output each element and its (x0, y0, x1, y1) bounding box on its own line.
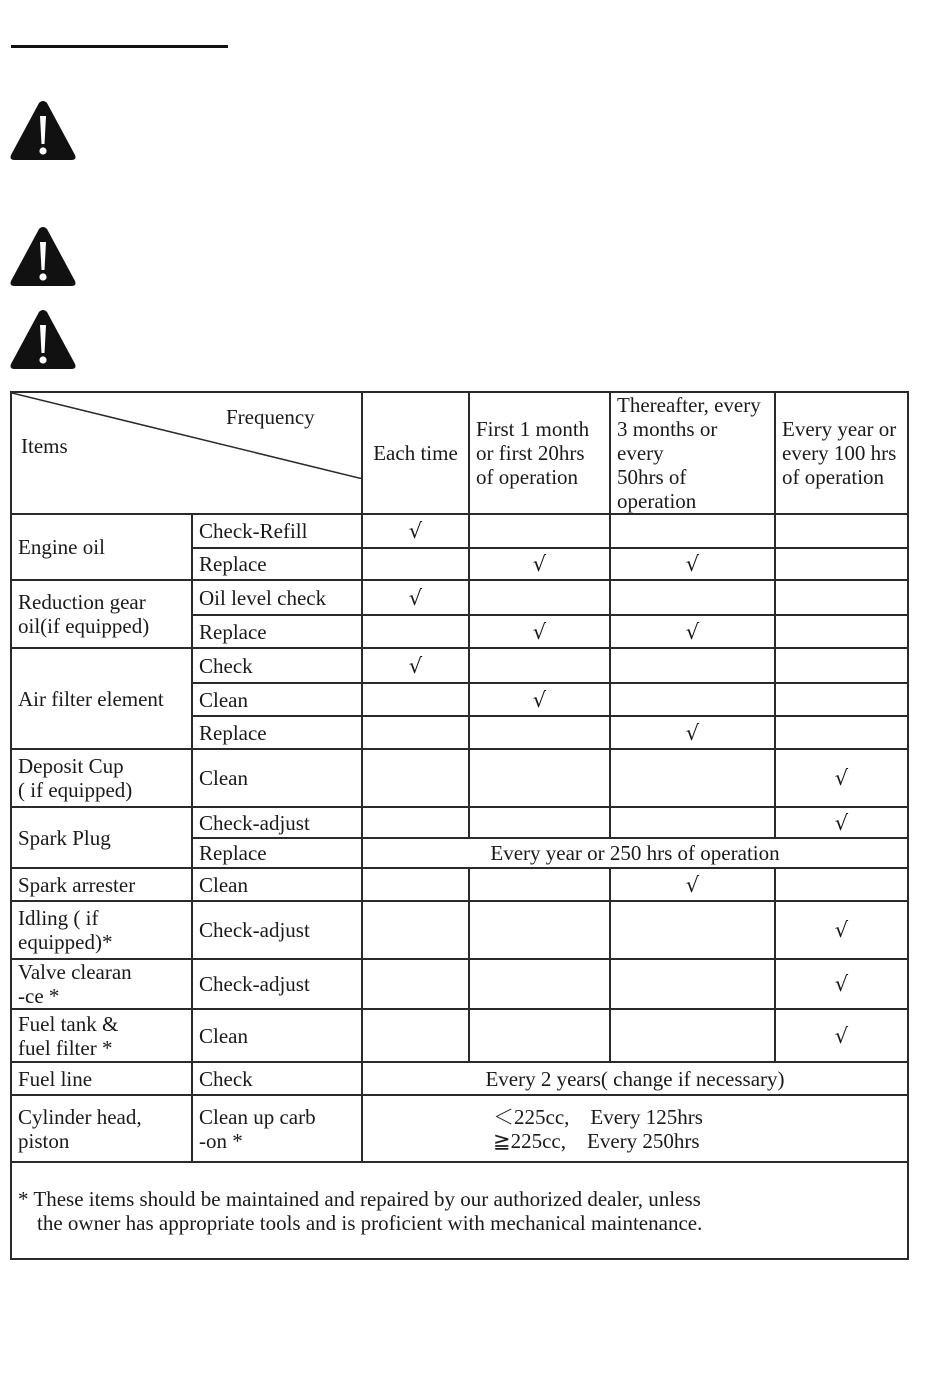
action-clean-up-carbon: Clean up carb -on * (192, 1095, 362, 1162)
check-mark: √ (775, 901, 908, 959)
table-row (11, 749, 908, 807)
check-mark: √ (469, 615, 610, 648)
item-fuel-tank-filter: Fuel tank & fuel filter * (11, 1009, 192, 1062)
table-header-row (11, 392, 908, 514)
maintenance-schedule-table (10, 391, 909, 1260)
action-replace: Replace (192, 548, 362, 580)
footnote-line: * These items should be maintained and repaired by our authorized dealer, unless (18, 1186, 701, 1211)
item-idling: Idling ( if equipped)* (11, 901, 192, 959)
table-row (11, 1095, 908, 1162)
table-row (11, 807, 908, 838)
action-check-adjust: Check-adjust (192, 807, 362, 838)
spark-plug-replace-interval: Every year or 250 hrs of operation (362, 838, 908, 868)
action-replace: Replace (192, 838, 362, 868)
table-row (11, 1062, 908, 1095)
check-mark: √ (610, 716, 775, 749)
check-mark: √ (610, 548, 775, 580)
interval-over-225cc: ≧225cc, Every 250hrs (493, 1128, 700, 1153)
warning-icon (9, 226, 77, 288)
check-mark: √ (775, 807, 908, 838)
action-check-adjust: Check-adjust (192, 901, 362, 959)
check-mark: √ (362, 648, 469, 683)
check-mark: √ (469, 548, 610, 580)
table-row (11, 580, 908, 615)
check-mark: √ (775, 1009, 908, 1062)
table-row (11, 868, 908, 901)
action-clean: Clean (192, 749, 362, 807)
footnote-row (11, 1162, 908, 1259)
action-check: Check (192, 1062, 362, 1095)
check-mark: √ (775, 749, 908, 807)
action-replace: Replace (192, 615, 362, 648)
item-reduction-gear-oil: Reduction gear oil(if equipped) (11, 580, 192, 648)
item-cylinder-head-piston: Cylinder head, piston (11, 1095, 192, 1162)
header-every-year: Every year or every 100 hrs of operation (775, 392, 908, 514)
action-replace: Replace (192, 716, 362, 749)
table-row (11, 648, 908, 683)
header-corner-cell (11, 392, 362, 514)
item-air-filter-element: Air filter element (11, 648, 192, 749)
check-mark: √ (469, 683, 610, 716)
action-oil-level-check: Oil level check (192, 580, 362, 615)
warning-icon (9, 309, 77, 371)
header-first-month: First 1 month or first 20hrs of operation (469, 392, 610, 514)
item-engine-oil: Engine oil (11, 514, 192, 580)
check-mark: √ (610, 868, 775, 901)
action-check: Check (192, 648, 362, 683)
item-spark-arrester: Spark arrester (11, 868, 192, 901)
table-row (11, 959, 908, 1009)
action-check-adjust: Check-adjust (192, 959, 362, 1009)
header-items: Items (21, 434, 68, 458)
table-row (11, 514, 908, 548)
header-each-time: Each time (362, 392, 469, 514)
fuel-line-interval: Every 2 years( change if necessary) (362, 1062, 908, 1095)
action-clean: Clean (192, 868, 362, 901)
check-mark: √ (775, 959, 908, 1009)
footnote-line: the owner has appropriate tools and is proficient with mechanical maintenance. (37, 1210, 703, 1235)
header-thereafter: Thereafter, every 3 months or every 50hrs of operation (610, 392, 775, 514)
cylinder-interval (362, 1095, 908, 1162)
check-mark: √ (362, 514, 469, 548)
item-valve-clearance: Valve clearan -ce * (11, 959, 192, 1009)
warning-icon (9, 100, 77, 162)
table-row (11, 901, 908, 959)
check-mark: √ (362, 580, 469, 615)
item-spark-plug: Spark Plug (11, 807, 192, 868)
action-clean: Clean (192, 1009, 362, 1062)
interval-under-225cc: ＜225cc, Every 125hrs (493, 1104, 703, 1129)
item-fuel-line: Fuel line (11, 1062, 192, 1095)
check-mark: √ (610, 615, 775, 648)
action-clean: Clean (192, 683, 362, 716)
header-frequency: Frequency (226, 405, 315, 429)
table-row (11, 1009, 908, 1062)
footnote (11, 1162, 908, 1259)
action-check-refill: Check-Refill (192, 514, 362, 548)
section-heading-underline (11, 45, 228, 48)
item-deposit-cup: Deposit Cup ( if equipped) (11, 749, 192, 807)
